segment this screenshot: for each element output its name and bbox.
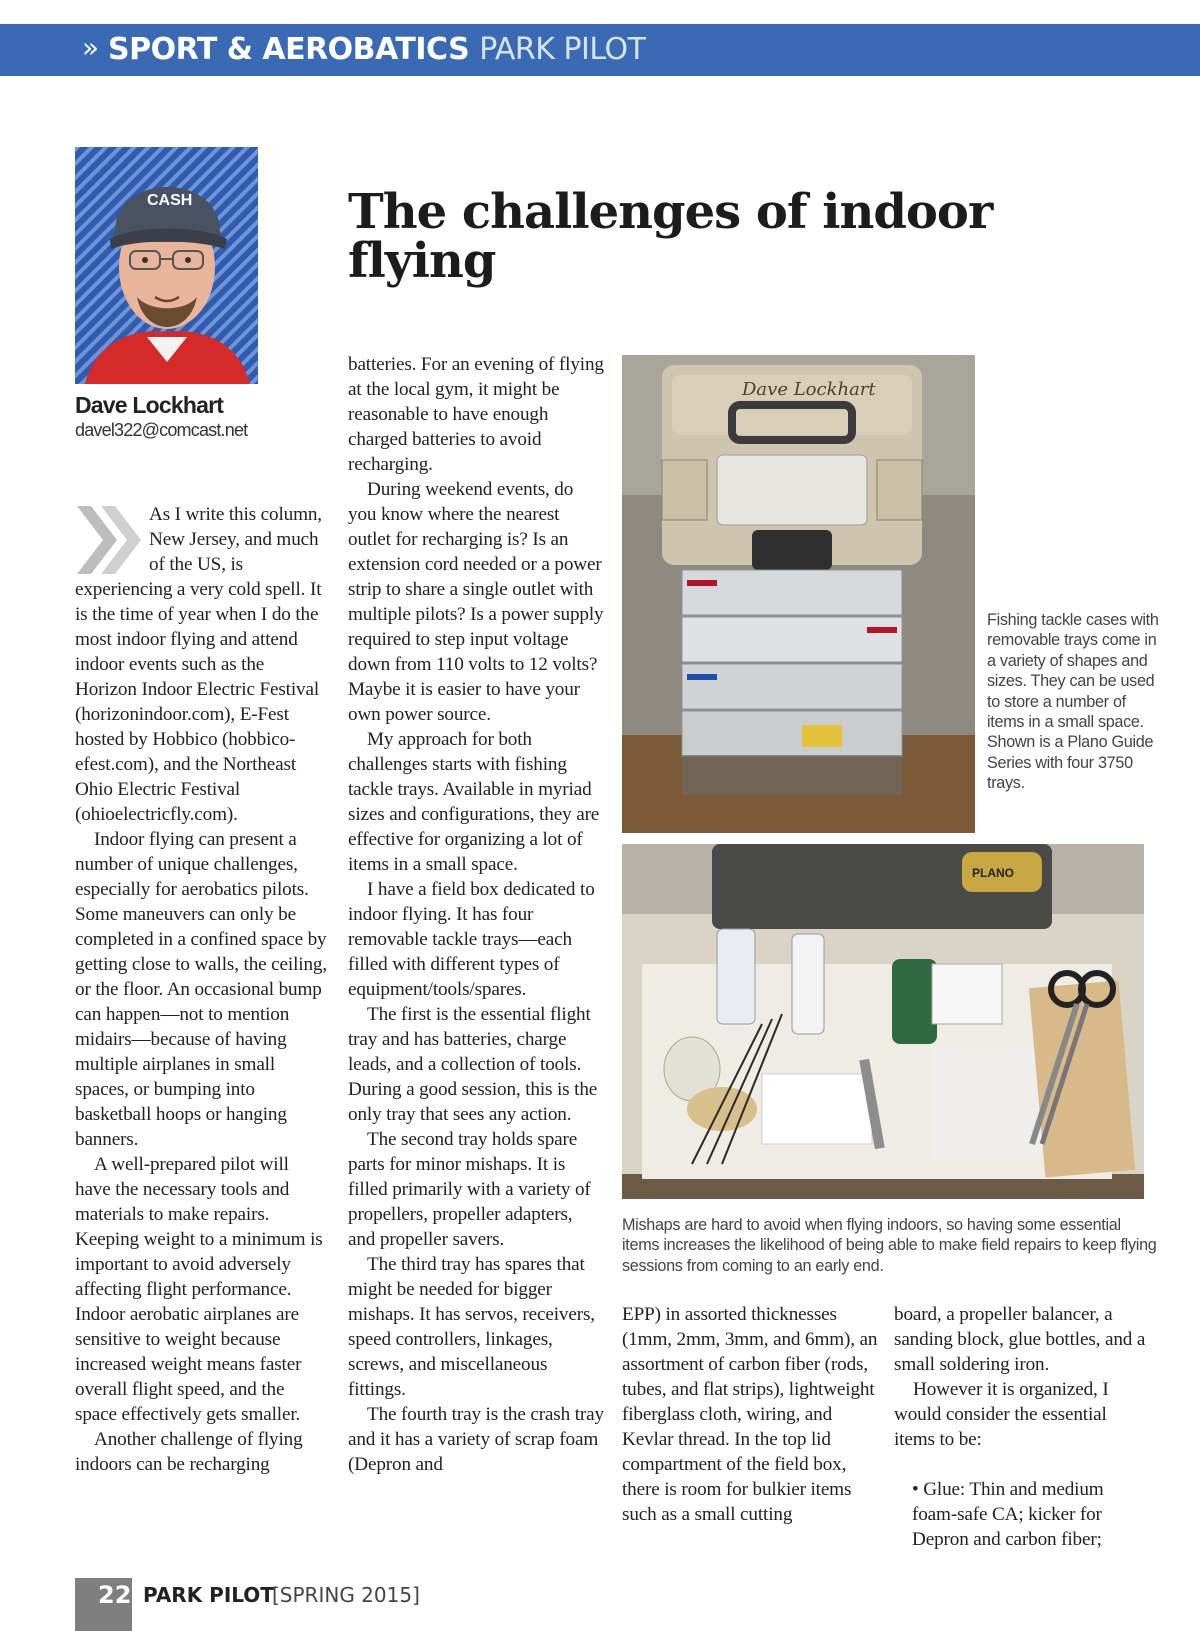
article-column-3 [622,1302,880,1527]
brand-label: PLANO [972,866,1014,880]
paragraph: The third tray has spares that might be needed for bigger mishaps. It has servos, receivers, speed controllers, linkages, screws, and miscellaneous fittings. [348,1254,595,1400]
page-number: 22 [98,1581,132,1609]
section-banner [0,24,1200,76]
photo-caption: Fishing tackle cases with removable trays come in a variety of shapes and sizes. They can be used to store a number of items in a small space. Shown is a Plano Guide Series with four 3750 trays. [987,611,1159,793]
cap-text: CASH [147,192,193,209]
paragraph: My approach for both challenges starts with fishing tackle trays. Available in myriad sizes and configurations, they are effective for organizing a lot of items in a small space. [348,729,600,875]
paragraph: board, a propeller balancer, a sanding block, glue bottles, and a small soldering iron. [894,1304,1146,1375]
article-column-2 [348,352,604,1477]
tackle-box-photo [622,355,975,833]
list-item: • Glue: Thin and medium foam-safe CA; kicker for Depron and carbon fiber; [912,1479,1104,1550]
column-name: PARK PILOT [479,32,646,67]
paragraph: The first is the essential flight tray and has batteries, charge leads, and a collection of tools. During a good session, this is the only tray that sees any action. [348,1004,598,1125]
paragraph: I have a field box dedicated to indoor flying. It has four removable tackle trays—each filled with different types of equipment/tools/spares. [348,879,595,1000]
author-name: Dave Lockhart [75,392,224,418]
photo-caption: Mishaps are hard to avoid when flying indoors, so having some essential items increases the likelihood of being able to make field repairs to keep flying sessions from coming to an early end. [622,1216,1157,1275]
paragraph: A well-prepared pilot will have the necessary tools and materials to make repairs. Keeping weight to a minimum is important to avoid adversely affecting flight performance. Indoor aerobatic airplanes are sensitive to weight because increased weight means faster overall flight speed, and the space effectively gets smaller. [75,1154,323,1425]
author-photo [75,147,258,384]
publication-name: PARK PILOT [143,1583,274,1607]
paragraph: As I write this column, New Jersey, and much of the US, is experiencing a very cold spell. It is the time of year when I do the most indoor flying and attend indoor events such as the Horizon Indoor Electric Festival (horizonindoor.com), E-Fest hosted by Hobbico (hobbico-efest.com), and the Northeast Ohio Electric Festival (ohioelectricfly.com). [75,504,322,825]
paragraph: The fourth tray is the crash tray and it has a variety of scrap foam (Depron and [348,1404,604,1475]
paragraph: The second tray holds spare parts for minor mishaps. It is filled primarily with a variety of propellers, propeller adapters, and propeller savers. [348,1129,591,1250]
repair-kit-photo [622,844,1144,1199]
paragraph: EPP) in assorted thicknesses (1mm, 2mm, 3mm, and 6mm), an assortment of carbon fiber (rods, tubes, and flat strips), lightweight fiberglass cloth, wiring, and Kevlar thread. In the top lid compartment of the field box, there is room for bulkier items such as a small cutting [622,1304,878,1525]
article-column-4 [894,1302,1152,1552]
tackle-box-label: Dave Lockhart [742,379,876,400]
author-email[interactable]: davel322@comcast.net [75,420,248,440]
article-column-1 [75,502,327,1477]
paragraph: Another challenge of flying indoors can be recharging [75,1429,303,1475]
section-title [108,32,645,68]
paragraph: However it is organized, I would consider the essential items to be: [894,1379,1109,1450]
paragraph: batteries. For an evening of flying at the local gym, it might be reasonable to have enough charged batteries to avoid recharging. [348,354,604,475]
issue-date: [SPRING 2015] [272,1583,420,1607]
paragraph: Indoor flying can present a number of unique challenges, especially for aerobatics pilots. Some maneuvers can only be completed in a confined space by getting close to walls, the ceiling, or the floor. An occasional bump can happen—not to mention midairs—because of having multiple airplanes in small spaces, or bumping into basketball hoops or hanging banners. [75,829,327,1150]
section-name: SPORT & AEROBATICS [108,32,470,67]
paragraph: During weekend events, do you know where the nearest outlet for recharging is? Is an extension cord needed or a power strip to share a single outlet with multiple pilots? Is a power supply required to step input voltage down from 110 volts to 12 volts? Maybe it is easier to have your own power source. [348,479,604,725]
chevron-right-icon: » [82,31,100,64]
article-title: The challenges of indoor flying [348,184,993,289]
double-chevron-icon [75,502,145,577]
